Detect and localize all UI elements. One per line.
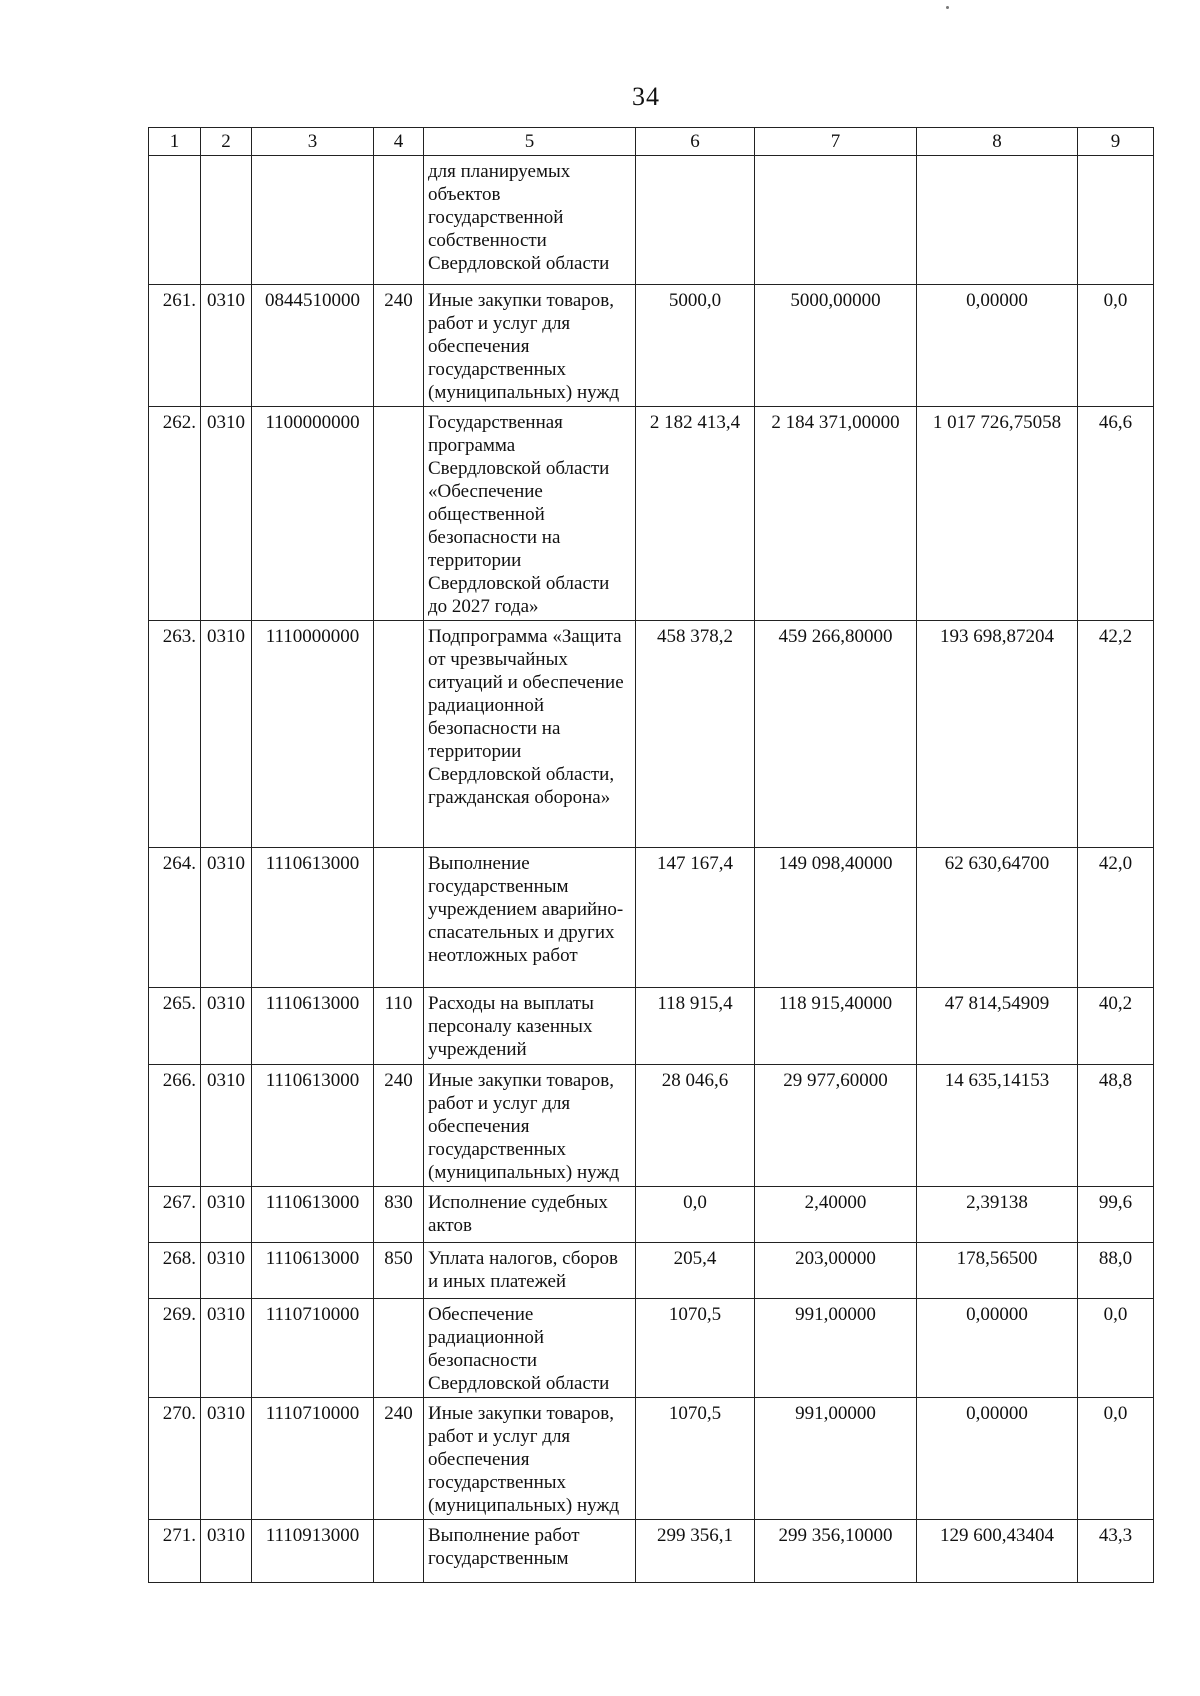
expense-type-code: 850 bbox=[374, 1243, 424, 1299]
execution-percent: 48,8 bbox=[1078, 1065, 1154, 1187]
planned-amount: 1070,5 bbox=[636, 1398, 755, 1520]
refined-amount: 2 184 371,00000 bbox=[755, 407, 917, 621]
target-code: 1110613000 bbox=[252, 848, 374, 988]
item-name: Обеспечение радиационной безопасности Свердловской области bbox=[424, 1299, 636, 1398]
expense-type-code bbox=[374, 407, 424, 621]
header-col-4: 4 bbox=[374, 128, 424, 156]
row-number: 266. bbox=[149, 1065, 201, 1187]
section-code: 0310 bbox=[201, 1520, 252, 1583]
header-col-6: 6 bbox=[636, 128, 755, 156]
row-number: 271. bbox=[149, 1520, 201, 1583]
section-code: 0310 bbox=[201, 988, 252, 1065]
section-code: 0310 bbox=[201, 1065, 252, 1187]
table-row bbox=[149, 407, 1154, 621]
refined-amount: 2,40000 bbox=[755, 1187, 917, 1243]
section-code: 0310 bbox=[201, 1243, 252, 1299]
expense-type-code bbox=[374, 1299, 424, 1398]
item-name: Исполнение судебных актов bbox=[424, 1187, 636, 1243]
section-code: 0310 bbox=[201, 407, 252, 621]
executed-amount: 2,39138 bbox=[917, 1187, 1078, 1243]
row-number: 268. bbox=[149, 1243, 201, 1299]
executed-amount: 0,00000 bbox=[917, 1398, 1078, 1520]
planned-amount: 1070,5 bbox=[636, 1299, 755, 1398]
table-row bbox=[149, 1520, 1154, 1583]
executed-amount: 0,00000 bbox=[917, 1299, 1078, 1398]
item-name: Уплата налогов, сборов и иных платежей bbox=[424, 1243, 636, 1299]
row-number: 265. bbox=[149, 988, 201, 1065]
executed-amount: 47 814,54909 bbox=[917, 988, 1078, 1065]
execution-percent: 0,0 bbox=[1078, 285, 1154, 407]
table-row bbox=[149, 285, 1154, 407]
table-row bbox=[149, 621, 1154, 848]
target-code: 1110613000 bbox=[252, 1187, 374, 1243]
section-code: 0310 bbox=[201, 621, 252, 848]
continuation-row bbox=[149, 156, 1154, 285]
target-code: 1110710000 bbox=[252, 1299, 374, 1398]
planned-amount: 147 167,4 bbox=[636, 848, 755, 988]
page-number: 34 bbox=[632, 82, 660, 111]
header-col-9: 9 bbox=[1078, 128, 1154, 156]
refined-amount: 149 098,40000 bbox=[755, 848, 917, 988]
header-col-8: 8 bbox=[917, 128, 1078, 156]
table-row bbox=[149, 988, 1154, 1065]
section-code: 0310 bbox=[201, 1187, 252, 1243]
budget-table bbox=[148, 127, 1154, 1583]
execution-percent: 46,6 bbox=[1078, 407, 1154, 621]
executed-amount: 0,00000 bbox=[917, 285, 1078, 407]
executed-amount: 14 635,14153 bbox=[917, 1065, 1078, 1187]
execution-percent: 42,0 bbox=[1078, 848, 1154, 988]
expense-type-code bbox=[374, 848, 424, 988]
cell-empty bbox=[1078, 156, 1154, 285]
header-col-7: 7 bbox=[755, 128, 917, 156]
planned-amount: 28 046,6 bbox=[636, 1065, 755, 1187]
section-code: 0310 bbox=[201, 1299, 252, 1398]
planned-amount: 205,4 bbox=[636, 1243, 755, 1299]
execution-percent: 43,3 bbox=[1078, 1520, 1154, 1583]
item-name: Расходы на выплаты персоналу казенных учреждений bbox=[424, 988, 636, 1065]
item-name: Подпрограмма «Защита от чрезвычайных ситуаций и обеспечение радиационной безопасности на территории Свердловской области, гражданская оборона» bbox=[424, 621, 636, 848]
cell-empty bbox=[252, 156, 374, 285]
execution-percent: 42,2 bbox=[1078, 621, 1154, 848]
item-name: Выполнение работ государственным bbox=[424, 1520, 636, 1583]
row-number: 263. bbox=[149, 621, 201, 848]
item-name: Выполнение государственным учреждением аварийно-спасательных и других неотложных работ bbox=[424, 848, 636, 988]
header-col-3: 3 bbox=[252, 128, 374, 156]
expense-type-code: 240 bbox=[374, 285, 424, 407]
execution-percent: 88,0 bbox=[1078, 1243, 1154, 1299]
target-code: 1100000000 bbox=[252, 407, 374, 621]
target-code: 1110613000 bbox=[252, 988, 374, 1065]
row-number: 270. bbox=[149, 1398, 201, 1520]
refined-amount: 203,00000 bbox=[755, 1243, 917, 1299]
target-code: 1110710000 bbox=[252, 1398, 374, 1520]
execution-percent: 0,0 bbox=[1078, 1398, 1154, 1520]
planned-amount: 0,0 bbox=[636, 1187, 755, 1243]
header-row bbox=[149, 128, 1154, 156]
section-code: 0310 bbox=[201, 285, 252, 407]
cell-empty bbox=[755, 156, 917, 285]
target-code: 1110613000 bbox=[252, 1065, 374, 1187]
executed-amount: 1 017 726,75058 bbox=[917, 407, 1078, 621]
target-code: 1110000000 bbox=[252, 621, 374, 848]
refined-amount: 29 977,60000 bbox=[755, 1065, 917, 1187]
refined-amount: 299 356,10000 bbox=[755, 1520, 917, 1583]
refined-amount: 991,00000 bbox=[755, 1398, 917, 1520]
section-code: 0310 bbox=[201, 1398, 252, 1520]
cell-empty bbox=[201, 156, 252, 285]
table-row bbox=[149, 1187, 1154, 1243]
target-code: 0844510000 bbox=[252, 285, 374, 407]
expense-type-code: 240 bbox=[374, 1065, 424, 1187]
table-body bbox=[149, 156, 1154, 1583]
executed-amount: 193 698,87204 bbox=[917, 621, 1078, 848]
planned-amount: 458 378,2 bbox=[636, 621, 755, 848]
cell-empty bbox=[374, 156, 424, 285]
item-name: Иные закупки товаров, работ и услуг для обеспечения государственных (муниципальных) нужд bbox=[424, 1065, 636, 1187]
cell-empty bbox=[636, 156, 755, 285]
cell-empty bbox=[917, 156, 1078, 285]
refined-amount: 991,00000 bbox=[755, 1299, 917, 1398]
refined-amount: 459 266,80000 bbox=[755, 621, 917, 848]
executed-amount: 178,56500 bbox=[917, 1243, 1078, 1299]
row-number: 267. bbox=[149, 1187, 201, 1243]
refined-amount: 118 915,40000 bbox=[755, 988, 917, 1065]
target-code: 1110613000 bbox=[252, 1243, 374, 1299]
planned-amount: 299 356,1 bbox=[636, 1520, 755, 1583]
cell-empty bbox=[149, 156, 201, 285]
expense-type-code bbox=[374, 621, 424, 848]
header-col-2: 2 bbox=[201, 128, 252, 156]
table-row bbox=[149, 1243, 1154, 1299]
expense-type-code bbox=[374, 1520, 424, 1583]
refined-amount: 5000,00000 bbox=[755, 285, 917, 407]
row-number: 261. bbox=[149, 285, 201, 407]
execution-percent: 0,0 bbox=[1078, 1299, 1154, 1398]
header-col-5: 5 bbox=[424, 128, 636, 156]
planned-amount: 5000,0 bbox=[636, 285, 755, 407]
executed-amount: 129 600,43404 bbox=[917, 1520, 1078, 1583]
item-name: Государственная программа Свердловской области «Обеспечение общественной безопасности на территории Свердловской области до 2027 года» bbox=[424, 407, 636, 621]
continuation-text: для планируемых объектов государственной собственности Свердловской области bbox=[424, 156, 636, 285]
table-row bbox=[149, 1065, 1154, 1187]
planned-amount: 118 915,4 bbox=[636, 988, 755, 1065]
planned-amount: 2 182 413,4 bbox=[636, 407, 755, 621]
row-number: 264. bbox=[149, 848, 201, 988]
section-code: 0310 bbox=[201, 848, 252, 988]
header-col-1: 1 bbox=[149, 128, 201, 156]
executed-amount: 62 630,64700 bbox=[917, 848, 1078, 988]
item-name: Иные закупки товаров, работ и услуг для обеспечения государственных (муниципальных) нужд bbox=[424, 1398, 636, 1520]
expense-type-code: 110 bbox=[374, 988, 424, 1065]
table-row bbox=[149, 1299, 1154, 1398]
expense-type-code: 830 bbox=[374, 1187, 424, 1243]
row-number: 262. bbox=[149, 407, 201, 621]
row-number: 269. bbox=[149, 1299, 201, 1398]
item-name: Иные закупки товаров, работ и услуг для обеспечения государственных (муниципальных) нужд bbox=[424, 285, 636, 407]
target-code: 1110913000 bbox=[252, 1520, 374, 1583]
table-row bbox=[149, 848, 1154, 988]
expense-type-code: 240 bbox=[374, 1398, 424, 1520]
execution-percent: 99,6 bbox=[1078, 1187, 1154, 1243]
table-row bbox=[149, 1398, 1154, 1520]
execution-percent: 40,2 bbox=[1078, 988, 1154, 1065]
scan-speck bbox=[946, 6, 949, 9]
